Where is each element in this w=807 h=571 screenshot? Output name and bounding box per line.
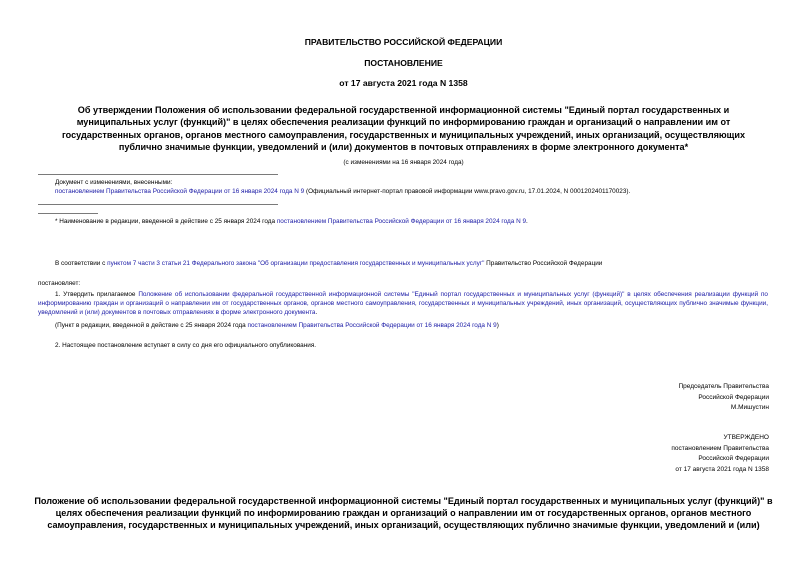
divider-middle bbox=[38, 204, 278, 205]
changes-line bbox=[55, 187, 775, 196]
footnote-divider bbox=[38, 213, 98, 214]
footnote-prefix: * Наименование в редакции, введенной в действие с 25 января 2024 года bbox=[55, 218, 277, 225]
changes-intro: Документ с изменениями, внесенными: bbox=[55, 179, 173, 186]
signature-position: Председатель Правительства bbox=[678, 383, 769, 390]
approved-date: от 17 августа 2021 года N 1358 bbox=[675, 465, 769, 473]
signature-country: Российской Федерации bbox=[698, 393, 769, 401]
item-1-note bbox=[55, 321, 775, 330]
divider-top bbox=[38, 174, 278, 175]
footnote-amendment-link[interactable]: постановлением Правительства Российской Федерации от 16 января 2024 года N 9 bbox=[276, 218, 527, 225]
org-heading: ПРАВИТЕЛЬСТВО РОССИЙСКОЙ ФЕДЕРАЦИИ bbox=[304, 37, 503, 47]
date-number-heading: от 17 августа 2021 года N 1358 bbox=[339, 78, 468, 88]
changes-amendment-link[interactable]: постановлением Правительства Российской Федерации от 16 января 2024 года N 9 bbox=[55, 188, 305, 195]
revision-note: (с изменениями на 16 января 2024 года) bbox=[343, 159, 464, 166]
footnote-suffix: . bbox=[526, 218, 528, 225]
regulation-title: Положение об использовании федеральной государственной информационной системы "Единый портал государственных и муниципальных услуг (функций)" в целях обеспечения реализации функций по информированию граждан и организаций о направлении им от государственных органов, органов местного самоуправления, государственных и муниципальных учреждений, иных организаций, осуществляющих публично значимые функции, уведомлений и (или) bbox=[34, 496, 773, 531]
basis-paragraph bbox=[55, 259, 775, 268]
federal-law-link[interactable]: пунктом 7 части 3 статьи 21 Федерального закона "Об организации предоставления государственных и муниципальных услуг" bbox=[107, 260, 485, 267]
item-2: 2. Настоящее постановление вступает в силу со дня его официального опубликования. bbox=[55, 342, 317, 349]
approved-by: постановлением Правительства bbox=[671, 444, 769, 452]
decree-word: постановляет: bbox=[38, 280, 81, 287]
footnote bbox=[55, 217, 775, 226]
approved-block bbox=[671, 433, 769, 475]
item-1-prefix: 1. Утвердить прилагаемое bbox=[55, 291, 139, 298]
changes-source: (Официальный интернет-портал правовой информации www.pravo.gov.ru, 17.01.2024, N 0001202401170023). bbox=[304, 188, 631, 195]
document-title: Об утверждении Положения об использовании федеральной государственной информационной системы "Единый портал государственных и муниципальных услуг (функций)" в целях обеспечения реализации функций по информированию граждан и организаций о направлении им от государственных органов, органов местного самоуправления, государственных и муниципальных учреждений, иных организаций, осуществляющих публично значимые функции, уведомлений и (или) документов в почтовых отправлениях в форме электронного документа* bbox=[62, 105, 745, 153]
item-1-note-link[interactable]: постановлением Правительства Российской Федерации от 16 января 2024 года N 9 bbox=[247, 322, 497, 329]
doc-type-heading: ПОСТАНОВЛЕНИЕ bbox=[364, 58, 443, 68]
approved-country: Российской Федерации bbox=[698, 455, 769, 463]
basis-suffix: Правительство Российской Федерации bbox=[484, 260, 603, 267]
regulation-link[interactable]: Положение об использовании федеральной государственной информационной системы "Единый портал государственных и муниципальных услуг (функций)" в целях обеспечения реализации функций по информированию граждан и организаций о направлении им от государственных органов, органов местного самоуправления, государственных и муниципальных учреждений, иных организаций, осуществляющих публично значимые функции, уведомлений и (или) документов в почтовых отправлениях в форме электронного документа bbox=[38, 291, 768, 316]
signature-block bbox=[678, 382, 769, 414]
item-1-suffix: . bbox=[315, 309, 318, 316]
signature-name: М.Мишустин bbox=[730, 404, 769, 412]
approved-label: УТВЕРЖДЕНО bbox=[723, 434, 769, 441]
item-1-note-prefix: (Пункт в редакции, введенной в действие с 25 января 2024 года bbox=[55, 322, 248, 329]
item-1 bbox=[38, 290, 768, 317]
item-1-note-suffix: ) bbox=[496, 322, 499, 329]
basis-prefix: В соответствии с bbox=[55, 260, 108, 267]
